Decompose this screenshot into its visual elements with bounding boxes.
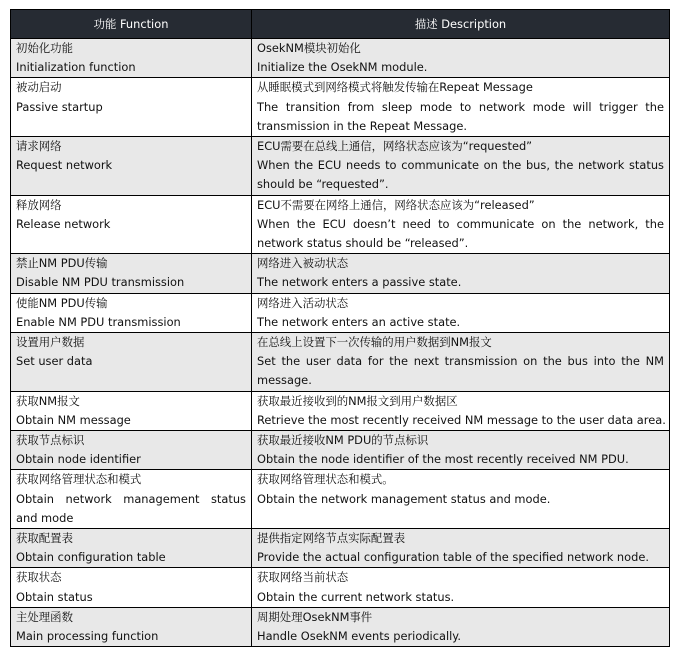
description-en: Provide the actual configuration table of the specified network node. xyxy=(257,550,649,565)
table-row xyxy=(11,254,670,293)
header-description: 描述 Description xyxy=(252,10,670,39)
description-en: When the ECU doesn’t need to communicate on the network, the network status should be “released”. xyxy=(257,216,664,251)
function-name-zh: 请求网络 xyxy=(16,139,62,154)
description-en: Obtain the current network status. xyxy=(257,589,455,604)
function-cell xyxy=(11,254,252,293)
table-row xyxy=(11,470,670,529)
function-name-zh: 初始化功能 xyxy=(16,41,73,55)
table-row xyxy=(11,293,670,332)
function-name-en: Obtain status xyxy=(16,589,93,604)
function-name-zh: 获取配置表 xyxy=(16,531,73,546)
function-description-table xyxy=(10,9,670,647)
function-name-en: Release network xyxy=(16,216,111,231)
header-function: 功能 Function xyxy=(11,10,252,39)
function-name-en: Passive startup xyxy=(16,99,103,114)
description-cell xyxy=(252,137,670,196)
description-zh: 在总线上设置下一次传输的用户数据到NM报文 xyxy=(257,335,492,350)
description-zh: 获取网络当前状态 xyxy=(257,570,349,585)
description-cell xyxy=(252,568,670,607)
table-row xyxy=(11,195,670,254)
function-name-en: Obtain node identifier xyxy=(16,452,141,467)
description-cell xyxy=(252,333,670,392)
function-cell xyxy=(11,39,252,78)
description-zh: ECU不需要在网络上通信，网络状态应该为“released” xyxy=(257,197,535,212)
table-row xyxy=(11,39,670,78)
description-cell xyxy=(252,607,670,646)
description-zh: 提供指定网络节点实际配置表 xyxy=(257,531,406,546)
description-cell xyxy=(252,195,670,254)
table-body xyxy=(11,39,670,647)
table-row xyxy=(11,529,670,568)
function-name-zh: 主处理函数 xyxy=(16,609,73,624)
function-cell xyxy=(11,195,252,254)
description-cell xyxy=(252,39,670,78)
function-name-zh: 禁止NM PDU传输 xyxy=(16,256,108,271)
description-en: Obtain the network management status and mode. xyxy=(257,491,551,506)
description-en: Set the user data for the next transmission on the bus into the NM message. xyxy=(257,354,664,388)
function-name-en: Obtain NM message xyxy=(16,412,131,427)
function-cell xyxy=(11,607,252,646)
table-header-row xyxy=(11,10,670,39)
description-zh: 从睡眠模式到网络模式将触发传输在Repeat Message xyxy=(257,80,533,95)
table-row xyxy=(11,391,670,430)
function-description-table-container xyxy=(10,9,669,647)
function-name-zh: 被动启动 xyxy=(16,80,62,95)
function-name-en: Obtain configuration table xyxy=(16,550,166,565)
description-en: The transition from sleep mode to network mode will trigger the transmission in the Repeat Message. xyxy=(257,99,664,133)
description-en: Initialize the OsekNM module. xyxy=(257,60,428,75)
description-cell xyxy=(252,529,670,568)
function-cell xyxy=(11,293,252,332)
description-zh: 周期处理OsekNM事件 xyxy=(257,609,373,624)
function-name-zh: 获取NM报文 xyxy=(16,393,80,408)
function-name-en: Set user data xyxy=(16,354,93,369)
table-row xyxy=(11,431,670,470)
table-row xyxy=(11,78,670,137)
table-row xyxy=(11,137,670,196)
description-cell xyxy=(252,391,670,430)
function-name-zh: 获取网络管理状态和模式 xyxy=(16,472,142,487)
function-name-en: Request network xyxy=(16,158,113,173)
description-en: When the ECU needs to communicate on the bus, the network status should be “requested”. xyxy=(257,158,664,192)
function-name-zh: 获取节点标识 xyxy=(16,433,85,448)
function-cell xyxy=(11,333,252,392)
function-name-en: Initialization function xyxy=(16,60,136,75)
function-cell xyxy=(11,431,252,470)
function-cell xyxy=(11,529,252,568)
description-en: Handle OsekNM events periodically. xyxy=(257,629,462,644)
description-zh: 获取网络管理状态和模式。 xyxy=(257,472,394,487)
description-en: Obtain the node identifier of the most recently received NM PDU. xyxy=(257,452,629,467)
function-cell xyxy=(11,470,252,529)
description-cell xyxy=(252,293,670,332)
description-en: Retrieve the most recently received NM message to the user data area. xyxy=(257,412,666,427)
description-en: The network enters an active state. xyxy=(257,314,461,329)
description-zh: 获取最近接收NM PDU的节点标识 xyxy=(257,433,429,448)
function-name-zh: 获取状态 xyxy=(16,570,62,585)
function-cell xyxy=(11,78,252,137)
function-name-zh: 设置用户数据 xyxy=(16,335,85,350)
function-name-zh: 释放网络 xyxy=(16,197,62,212)
description-zh: 获取最近接收到的NM报文到用户数据区 xyxy=(257,393,458,408)
function-cell xyxy=(11,391,252,430)
description-zh: ECU需要在总线上通信，网络状态应该为“requested” xyxy=(257,139,533,154)
function-name-zh: 使能NM PDU传输 xyxy=(16,295,108,310)
description-cell xyxy=(252,254,670,293)
description-cell xyxy=(252,431,670,470)
description-cell xyxy=(252,78,670,137)
table-row xyxy=(11,333,670,392)
function-name-en: Enable NM PDU transmission xyxy=(16,314,181,329)
description-zh: OsekNM模块初始化 xyxy=(257,41,361,55)
description-en: The network enters a passive state. xyxy=(257,275,462,290)
description-zh: 网络进入被动状态 xyxy=(257,256,349,271)
table-row xyxy=(11,607,670,646)
function-name-en: Obtain network management status and mode xyxy=(16,491,246,525)
description-zh: 网络进入活动状态 xyxy=(257,295,349,310)
function-name-en: Main processing function xyxy=(16,629,159,644)
table-row xyxy=(11,568,670,607)
function-cell xyxy=(11,137,252,196)
function-name-en: Disable NM PDU transmission xyxy=(16,275,185,290)
function-cell xyxy=(11,568,252,607)
description-cell xyxy=(252,470,670,529)
